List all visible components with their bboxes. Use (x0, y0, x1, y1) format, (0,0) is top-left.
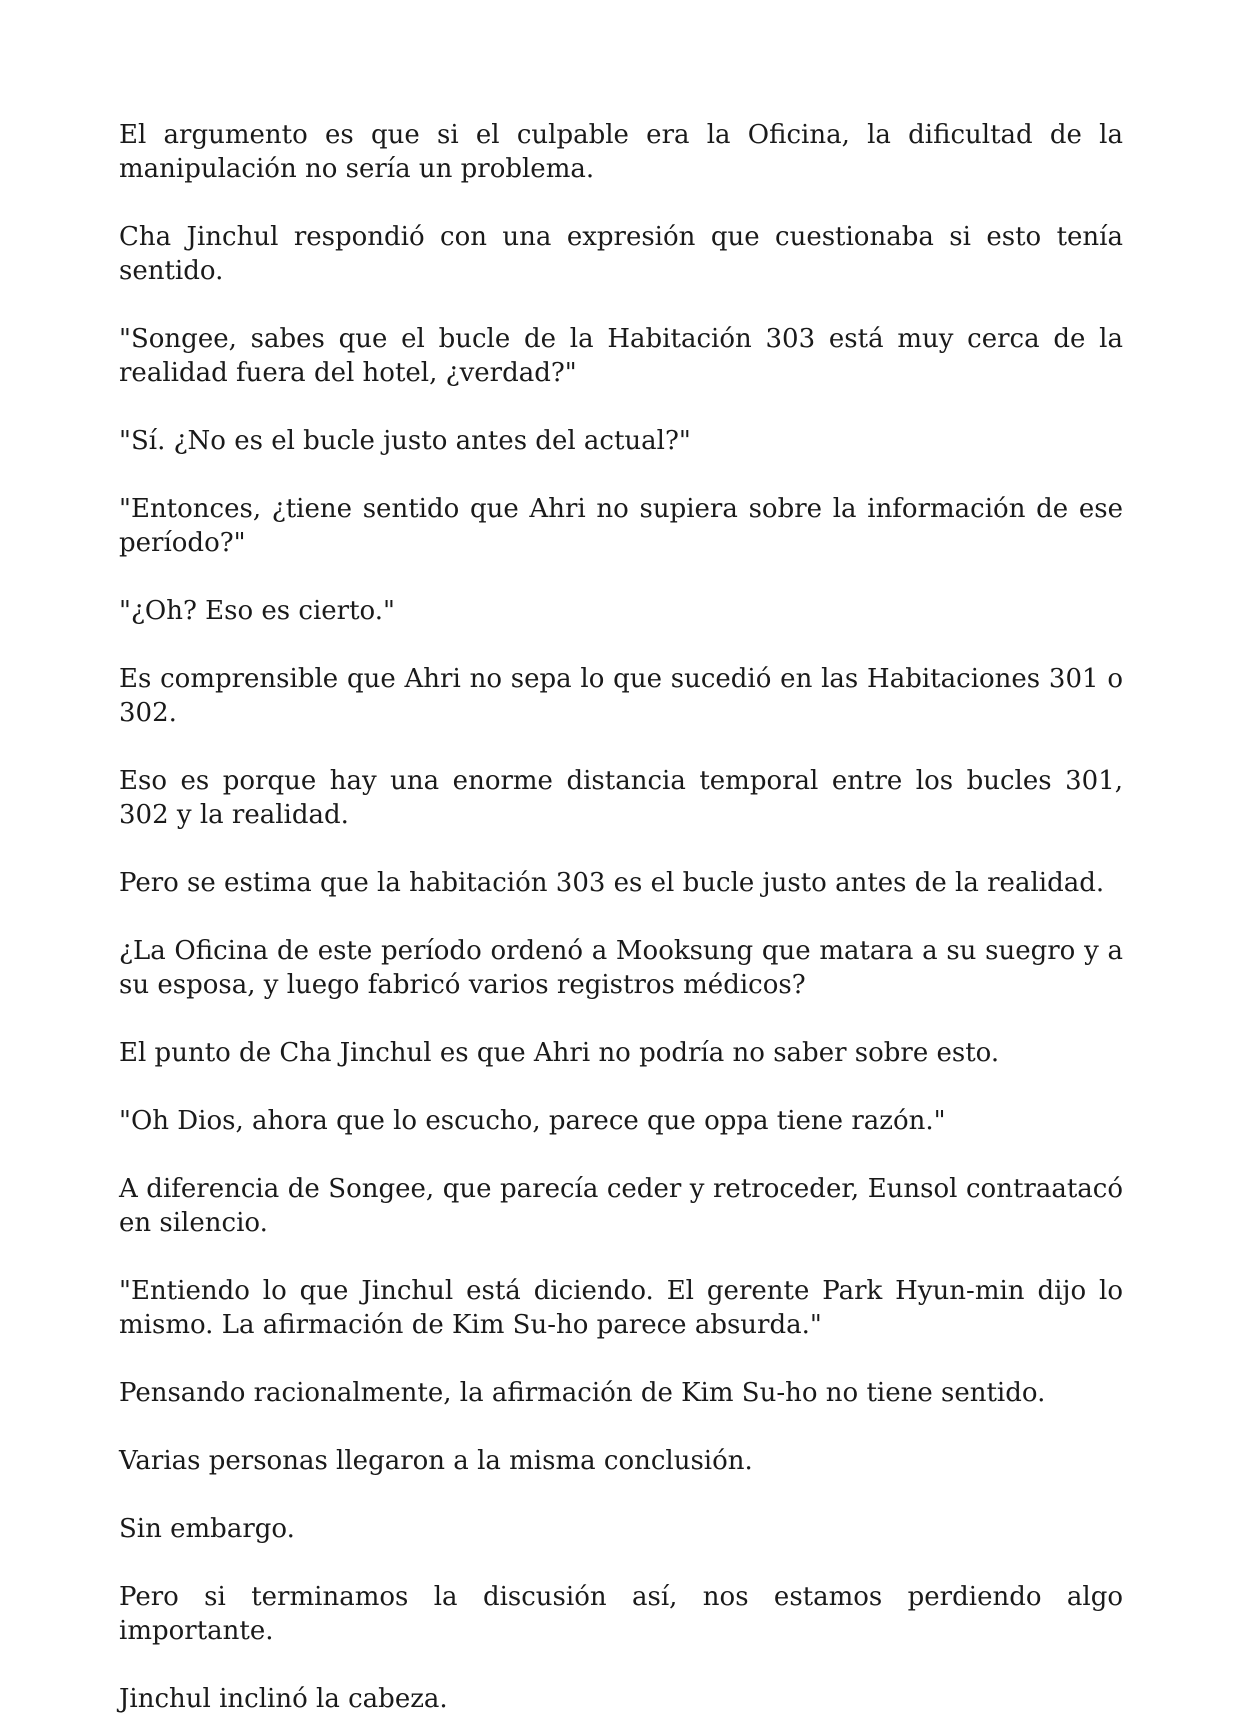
paragraph-10: ¿La Oficina de este período ordenó a Mooksung que matara a su suegro y a su esposa, y luego fabricó varios registros médicos? (119, 936, 1123, 1000)
paragraph-9: Pero se estima que la habitación 303 es el bucle justo antes de la realidad. (119, 868, 1105, 898)
document-page (119, 118, 1123, 1716)
paragraph-5: "Entonces, ¿tiene sentido que Ahri no supiera sobre la información de ese período?" (119, 494, 1123, 558)
paragraph-14: "Entiendo lo que Jinchul está diciendo. El gerente Park Hyun-min dijo lo mismo. La afirmación de Kim Su-ho parece absurda." (119, 1276, 1123, 1340)
paragraph-13: A diferencia de Songee, que parecía ceder y retroceder, Eunsol contraatacó en silencio. (119, 1174, 1123, 1238)
paragraph-17: Sin embargo. (119, 1514, 295, 1544)
paragraph-8: Eso es porque hay una enorme distancia temporal entre los bucles 301, 302 y la realidad. (119, 766, 1123, 830)
paragraph-19: Jinchul inclinó la cabeza. (119, 1684, 448, 1714)
paragraph-6: "¿Oh? Eso es cierto." (119, 596, 395, 626)
paragraph-3: "Songee, sabes que el bucle de la Habitación 303 está muy cerca de la realidad fuera del hotel, ¿verdad?" (119, 324, 1123, 388)
paragraph-12: "Oh Dios, ahora que lo escucho, parece que oppa tiene razón." (119, 1106, 946, 1136)
paragraph-2: Cha Jinchul respondió con una expresión que cuestionaba si esto tenía sentido. (119, 222, 1123, 286)
paragraph-16: Varias personas llegaron a la misma conclusión. (119, 1446, 753, 1476)
paragraph-4: "Sí. ¿No es el bucle justo antes del actual?" (119, 426, 691, 456)
paragraph-18: Pero si terminamos la discusión así, nos estamos perdiendo algo importante. (119, 1582, 1123, 1646)
paragraph-1: El argumento es que si el culpable era la Oficina, la dificultad de la manipulación no sería un problema. (119, 120, 1123, 184)
paragraph-7: Es comprensible que Ahri no sepa lo que sucedió en las Habitaciones 301 o 302. (119, 664, 1123, 728)
paragraph-15: Pensando racionalmente, la afirmación de Kim Su-ho no tiene sentido. (119, 1378, 1046, 1408)
paragraph-11: El punto de Cha Jinchul es que Ahri no podría no saber sobre esto. (119, 1038, 1000, 1068)
